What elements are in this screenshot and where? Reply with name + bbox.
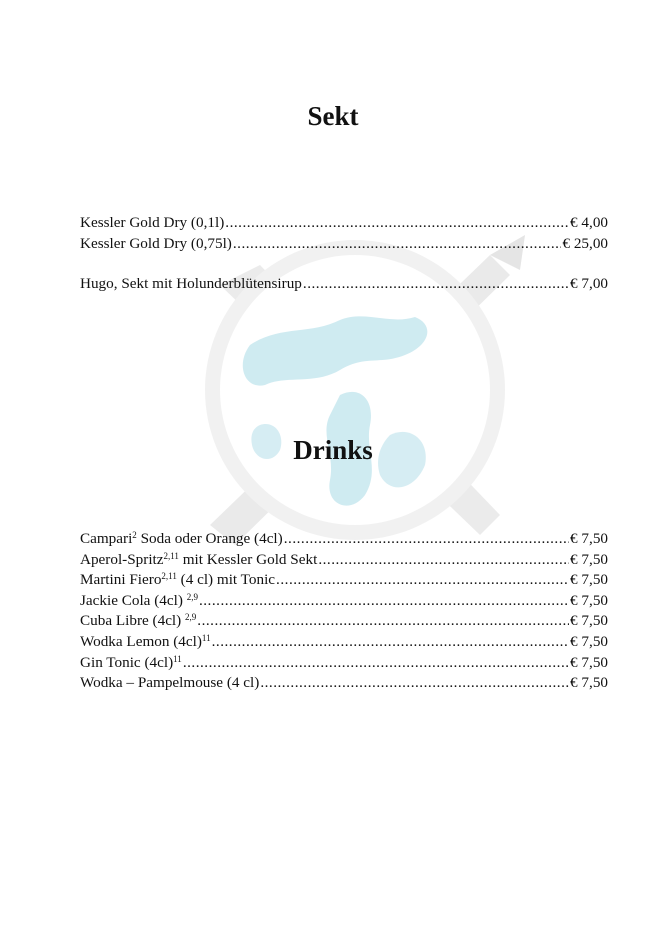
item-name: Kessler Gold Dry (0,75l) xyxy=(80,234,232,252)
leader-dots xyxy=(284,529,569,550)
leader-dots xyxy=(212,632,569,653)
item-name: Wodka – Pampelmouse (4 cl) xyxy=(80,674,260,692)
item-price: € 4,00 xyxy=(570,214,608,231)
item-price: € 7,50 xyxy=(570,591,608,609)
allergen-note: 11 xyxy=(173,653,182,664)
leader-dots xyxy=(197,611,569,632)
leader-dots xyxy=(303,274,569,295)
item-name: Gin Tonic $(4cl)^{11}$ xyxy=(80,653,182,671)
list-item xyxy=(80,274,608,295)
item-name: Campari$^2$ Soda oder Orange (4cl) xyxy=(80,530,283,547)
item-name: Kessler Gold Dry (0,1l) xyxy=(80,214,225,231)
list-item xyxy=(80,653,608,674)
list-item xyxy=(80,213,608,234)
drinks-list xyxy=(80,529,608,694)
leader-dots xyxy=(225,213,569,234)
list-item xyxy=(80,673,608,694)
item-price: € 7,50 xyxy=(570,612,608,630)
leader-dots xyxy=(318,550,569,571)
item-name: Cuba Libre (4cl) $^{2,9}$ xyxy=(80,612,197,630)
allergen-note: 2,9 xyxy=(185,612,197,623)
item-price: € 7,50 xyxy=(570,550,608,568)
section-title-drinks: Drinks xyxy=(293,435,373,465)
item-price: € 7,00 xyxy=(570,275,608,293)
list-item xyxy=(80,632,608,653)
item-price: € 7,50 xyxy=(570,632,608,650)
leader-dots xyxy=(183,653,569,674)
allergen-note: 2,11 xyxy=(163,550,179,561)
item-name: Martini Fiero$^{2,11}$ (4 cl) mit Tonic xyxy=(80,571,276,589)
item-price: € 7,50 xyxy=(570,653,608,671)
leader-dots xyxy=(276,570,569,591)
list-item xyxy=(80,234,608,255)
allergen-note: 2,9 xyxy=(186,591,198,602)
leader-dots xyxy=(199,591,569,612)
item-price: € 25,00 xyxy=(562,234,608,252)
allergen-note: 2,11 xyxy=(161,571,177,582)
list-item xyxy=(80,550,608,571)
item-price: € 7,50 xyxy=(570,530,608,547)
item-name: Hugo, Sekt mit Holunderblütensirup xyxy=(80,275,302,293)
list-item xyxy=(80,611,608,632)
item-name: Wodka Lemon $(4cl)^{11}$ xyxy=(80,632,211,650)
list-item xyxy=(80,570,608,591)
sekt-list xyxy=(80,213,608,295)
allergen-note: 2 xyxy=(132,530,137,541)
allergen-note: 11 xyxy=(201,633,211,644)
item-price: € 7,50 xyxy=(570,571,608,589)
item-price: € 7,50 xyxy=(570,674,608,692)
section-title-sekt: Sekt xyxy=(307,101,359,131)
item-name: Aperol-Spritz$^{2,11}$ mit Kessler Gold Sekt xyxy=(80,550,318,568)
item-name: Jackie Cola (4cl) $^{2,9}$ xyxy=(80,591,198,609)
leader-dots xyxy=(233,234,562,255)
list-item xyxy=(80,529,608,550)
list-item xyxy=(80,591,608,612)
leader-dots xyxy=(260,673,569,694)
